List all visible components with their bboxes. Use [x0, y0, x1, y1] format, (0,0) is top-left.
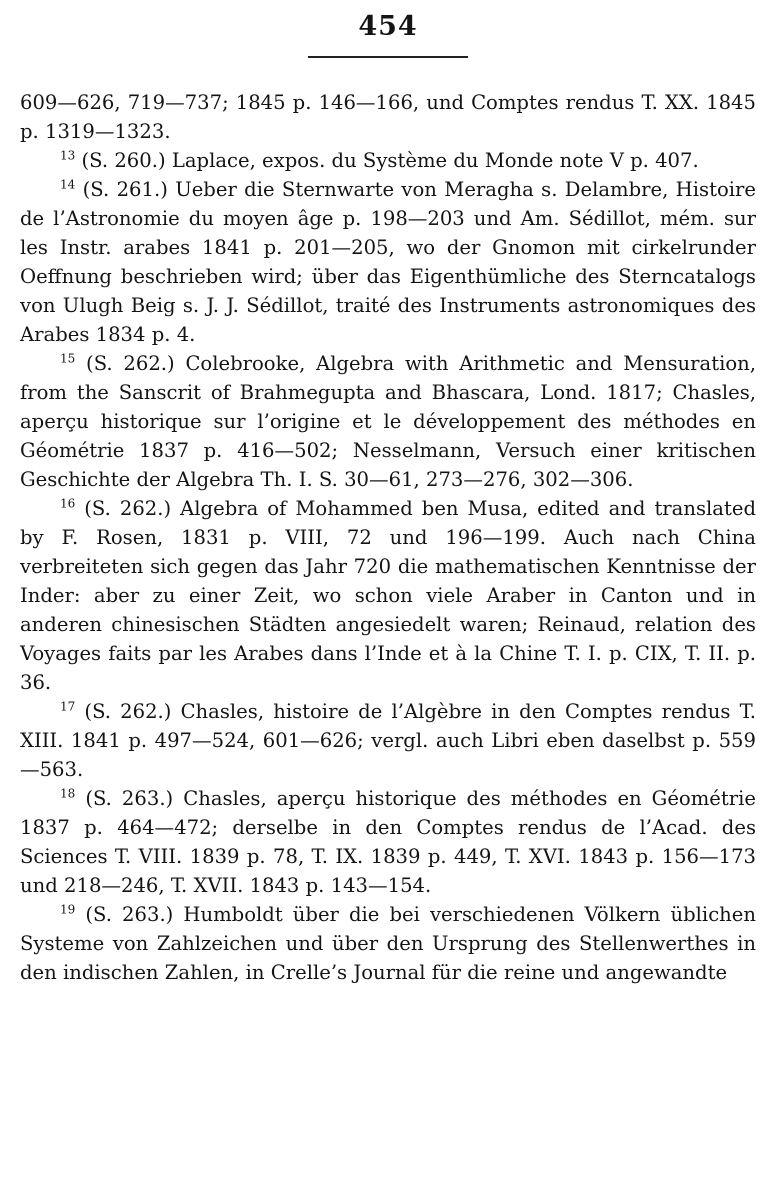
note-text: 609—626, 719—737; 1845 p. 146—166, und Comptes rendus T. XX. 1845 p. 1319—1323.: [20, 91, 756, 143]
note-number: 17: [60, 699, 76, 714]
note-17: [20, 697, 756, 784]
note-19: [20, 900, 756, 987]
note-text: (S. 262.) Chasles, histoire de l’Algèbre in den Comptes rendus T. XIII. 1841 p. 497—524, 601—626; vergl. auch Libri eben daselbst p. 559—563.: [20, 700, 756, 781]
note-14: [20, 175, 756, 349]
note-number: 13: [60, 148, 76, 163]
note-text: (S. 262.) Colebrooke, Algebra with Arithmetic and Mensuration, from the Sanscrit of Brahmegupta and Bhascara, Lond. 1817; Chasles, aperçu historique sur l’origine et le développement des méthodes en Géométrie 1837 p. 416—502; Nesselmann, Versuch einer kritischen Geschichte der Algebra Th. I. S. 30—61, 273—276, 302—306.: [20, 352, 756, 491]
note-number: 18: [60, 786, 76, 801]
note-number: 16: [60, 496, 76, 511]
note-continuation: [20, 88, 756, 146]
note-13: [20, 146, 756, 175]
page-number: 454: [358, 11, 418, 42]
note-number: 15: [60, 351, 76, 366]
note-number: 14: [60, 177, 76, 192]
note-18: [20, 784, 756, 900]
footnotes: [20, 88, 756, 987]
note-text: (S. 263.) Humboldt über die bei verschiedenen Völkern üblichen Systeme von Zahlzeichen und über den Ursprung des Stellenwerthes in den indischen Zahlen, in Crelle’s Journal für die reine und angewandte: [20, 903, 756, 984]
header-rule: [308, 56, 468, 58]
note-text: (S. 262.) Algebra of Mohammed ben Musa, edited and translated by F. Rosen, 1831 p. VIII, 72 und 196—199. Auch nach China verbreiteten sich gegen das Jahr 720 die mathematischen Kenntnisse der Inder: aber zu einer Zeit, wo schon viele Araber in Canton und in anderen chinesischen Städten angesiedelt waren; Reinaud, relation des Voyages faits par les Arabes dans l’Inde et à la Chine T. I. p. CIX, T. II. p. 36.: [20, 497, 756, 694]
note-15: [20, 349, 756, 494]
note-number: 19: [60, 902, 76, 917]
note-text: (S. 261.) Ueber die Sternwarte von Meragha s. Delambre, Histoire de l’Astronomie du moyen âge p. 198—203 und Am. Sédillot, mém. sur les Instr. arabes 1841 p. 201—205, wo der Gnomon mit cirkelrunder Oeffnung beschrieben wird; über das Eigenthümliche des Sterncatalogs von Ulugh Beig s. J. J. Sédillot, traité des Instruments astronomiques des Arabes 1834 p. 4.: [20, 178, 756, 346]
note-text: (S. 260.) Laplace, expos. du Système du Monde note V p. 407.: [81, 149, 699, 172]
note-16: [20, 494, 756, 697]
note-text: (S. 263.) Chasles, aperçu historique des méthodes en Géométrie 1837 p. 464—472; derselbe in den Comptes rendus de l’Acad. des Sciences T. VIII. 1839 p. 78, T. IX. 1839 p. 449, T. XVI. 1843 p. 156—173 und 218—246, T. XVII. 1843 p. 143—154.: [20, 787, 757, 897]
